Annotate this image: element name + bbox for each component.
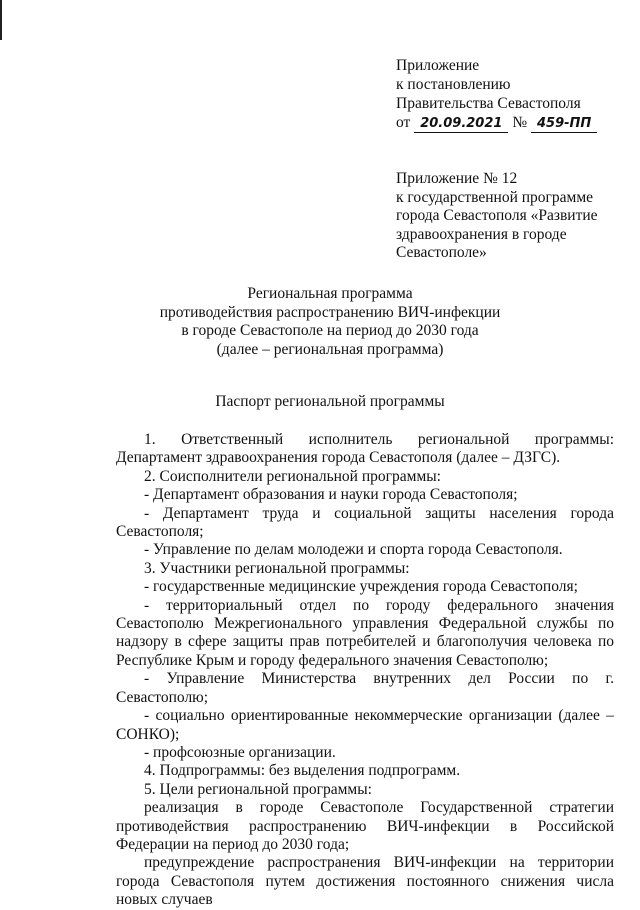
title-line-2: противодействия распространению ВИЧ-инфекции	[159, 303, 501, 321]
title-line-3: в городе Севастополе на период до 2030 года	[181, 322, 479, 339]
paragraph: - государственные медицинские учреждения города Севастополя;	[144, 578, 578, 596]
handwritten-number: 459-ПП	[531, 116, 597, 133]
appendix-12-block	[396, 170, 626, 263]
page-edge-mark	[0, 0, 2, 40]
paragraph: - Департамент труда и социальной защиты населения города Севастополя;	[116, 504, 614, 541]
paragraph: - Управление Министерства внутренних дел России по г. Севастополю;	[116, 670, 614, 706]
paragraph: 2. Соисполнители региональной программы:	[144, 467, 441, 485]
appendix-line-4: здравоохранения в городе	[396, 225, 567, 243]
number-prefix: №	[512, 114, 528, 131]
title-line-4: (далее – региональная программа)	[216, 340, 444, 358]
approval-line-3: Правительства Севастополя	[396, 95, 581, 112]
paragraph: 5. Цели региональной программы:	[144, 780, 372, 798]
paragraph: - социально ориентированные некоммерческие организации (далее – СОНКО);	[116, 707, 614, 743]
document-title	[60, 285, 600, 359]
approval-line-2: к постановлению	[396, 76, 511, 93]
paragraph: - Управление по делам молодежи и спорта города Севастополя.	[144, 541, 563, 559]
paragraph: - территориальный отдел по городу федерального значения Севастополю Межрегионального управления Федеральной службы по надзору в сфере защиты прав потребителей и благополучия человека по Республике Крым и городу федерального значения Севастополю;	[116, 596, 614, 669]
paragraph: реализация в городе Севастополе Государственной стратегии противодействия распространению ВИЧ-инфекции в Российской Федерации на период до 2030 года;	[116, 799, 614, 853]
passport-heading: Паспорт региональной программы	[215, 393, 445, 410]
appendix-line-1: Приложение № 12	[396, 170, 518, 187]
paragraph: предупреждение распространения ВИЧ-инфекции на территории города Севастополя путем достижения постоянного снижения числа новых случаев	[116, 854, 614, 909]
paragraph: 4. Подпрограммы: без выделения подпрограмм.	[144, 762, 461, 780]
paragraph: 1. Ответственный исполнитель региональной программы: Департамент здравоохранения города Севастополя (далее – ДЗГС).	[116, 431, 614, 467]
appendix-line-5: Севастополе»	[396, 244, 487, 261]
title-line-1: Региональная программа	[247, 285, 413, 302]
paragraph: - Департамент образования и науки города Севастополя;	[144, 486, 518, 504]
date-prefix: от	[396, 114, 411, 131]
approval-stamp-block	[396, 56, 626, 133]
handwritten-date: 20.09.2021	[414, 116, 508, 133]
appendix-line-3: города Севастополя «Развитие	[396, 207, 598, 224]
passport-body	[116, 431, 614, 910]
paragraph: 3. Участники региональной программы:	[144, 559, 410, 577]
approval-date-line	[396, 113, 626, 133]
paragraph: - профсоюзные организации.	[144, 743, 336, 761]
approval-line-1: Приложение	[396, 57, 480, 74]
appendix-line-2: к государственной программе	[396, 188, 594, 206]
